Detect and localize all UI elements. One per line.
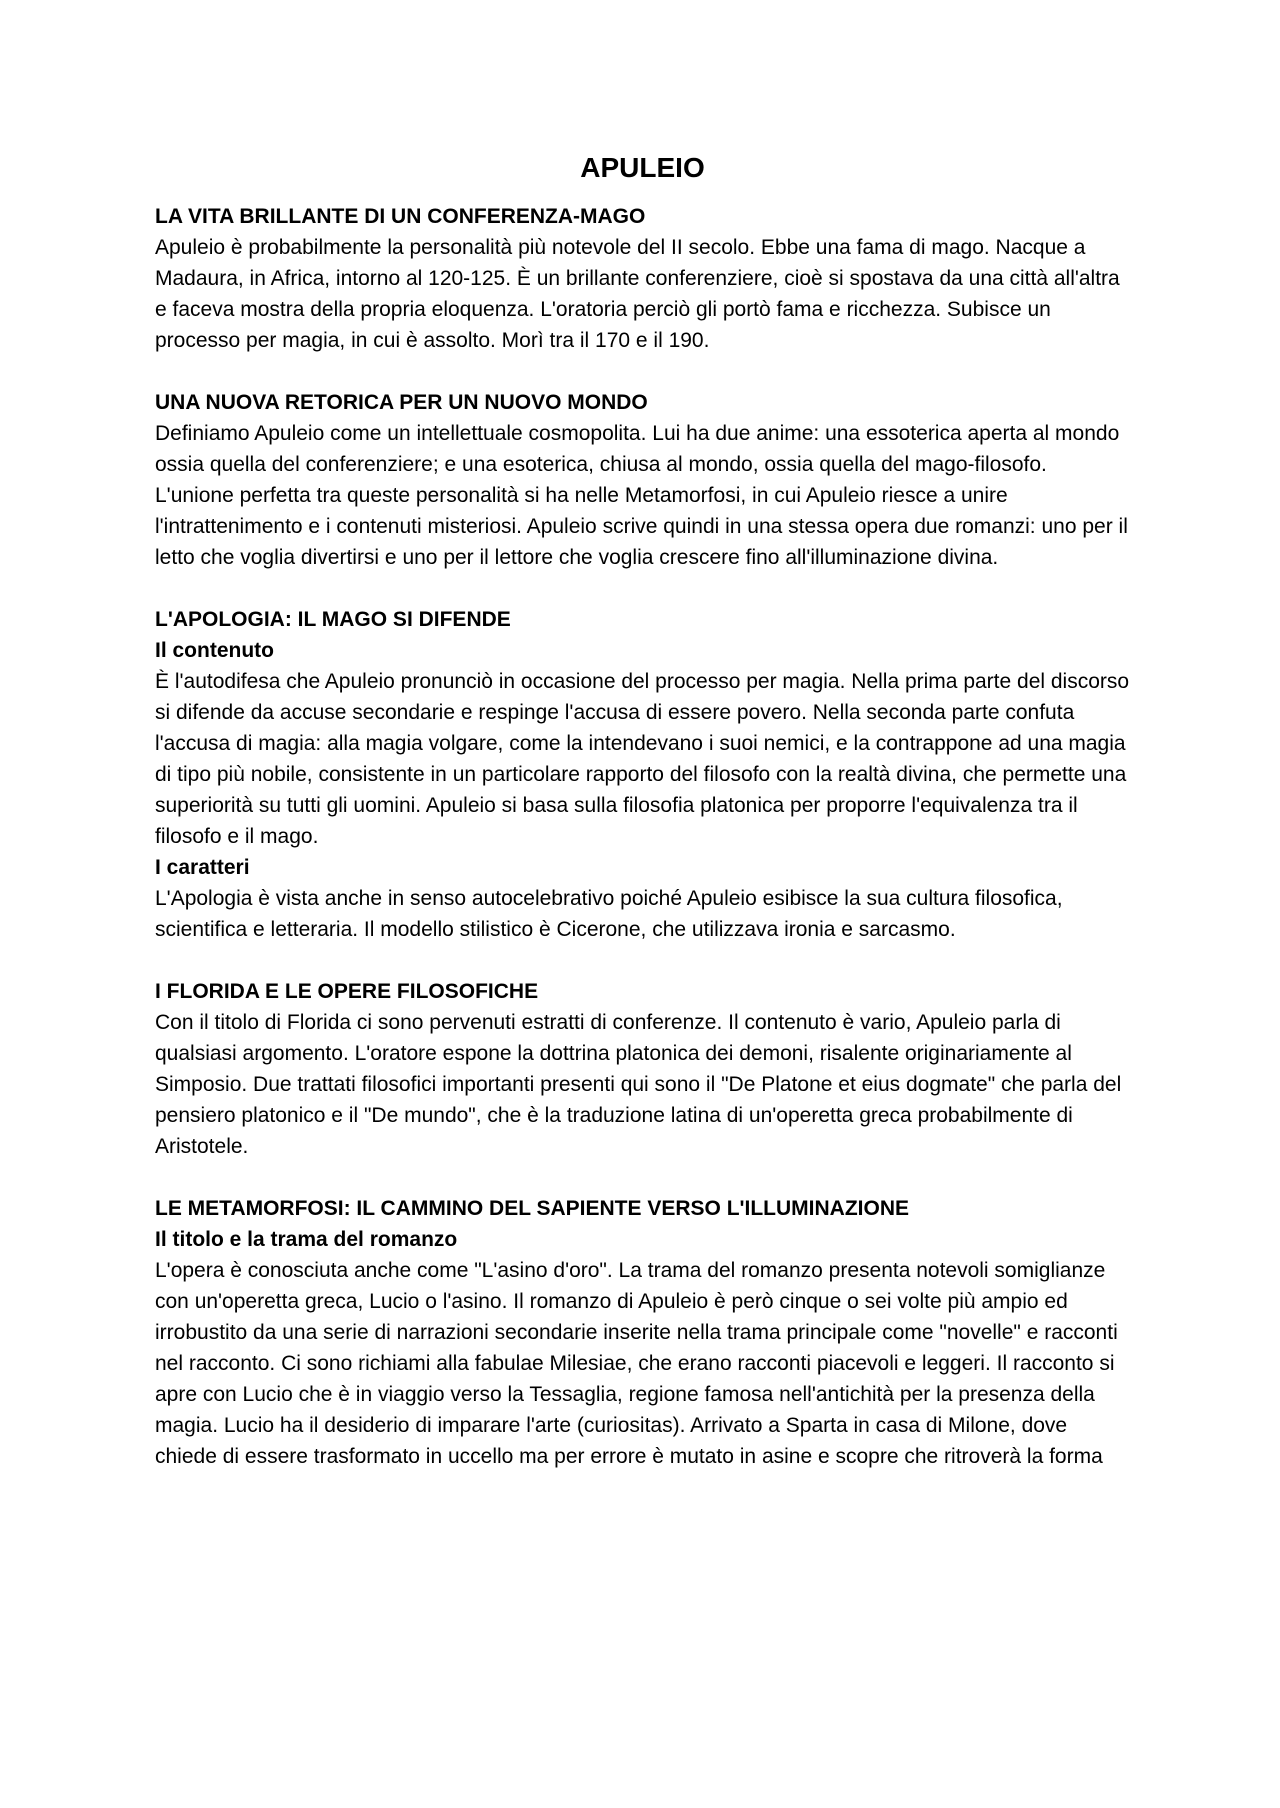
section-heading: LE METAMORFOSI: IL CAMMINO DEL SAPIENTE VERSO L'ILLUMINAZIONE	[155, 1197, 910, 1220]
section-heading: UNA NUOVA RETORICA PER UN NUOVO MONDO	[155, 391, 648, 414]
section-paragraph: Apuleio è probabilmente la personalità più notevole del II secolo. Ebbe una fama di mago. Nacque a Madaura, in Africa, intorno al 120-125. È un brillante conferenziere, cioè si spostava da una città all'altra e faceva mostra della propria eloquenza. L'oratoria perciò gli portò fama e ricchezza. Subisce un processo per magia, in cui è assolto. Morì tra il 170 e il 190.	[155, 236, 1120, 352]
sub-heading-titolo-trama: Il titolo e la trama del romanzo	[155, 1228, 458, 1251]
section-retorica	[155, 387, 1130, 573]
sub-heading-contenuto: Il contenuto	[155, 639, 274, 662]
section-apologia	[155, 604, 1130, 945]
sub-heading-caratteri: I caratteri	[155, 856, 250, 879]
section-vita	[155, 201, 1130, 356]
section-heading: I FLORIDA E LE OPERE FILOSOFICHE	[155, 980, 539, 1003]
section-paragraph: Definiamo Apuleio come un intellettuale cosmopolita. Lui ha due anime: una essoterica aperta al mondo ossia quella del conferenziere; e una esoterica, chiusa al mondo, ossia quella del mago-filosofo. L'unione perfetta tra queste personalità si ha nelle Metamorfosi, in cui Apuleio riesce a unire l'intrattenimento e i contenuti misteriosi. Apuleio scrive quindi in una stessa opera due romanzi: uno per il letto che voglia divertirsi e uno per il lettore che voglia crescere fino all'illuminazione divina.	[155, 422, 1128, 569]
section-heading: L'APOLOGIA: IL MAGO SI DIFENDE	[155, 608, 511, 631]
section-florida	[155, 976, 1130, 1162]
section-paragraph: È l'autodifesa che Apuleio pronunciò in occasione del processo per magia. Nella prima parte del discorso si difende da accuse secondarie e respinge l'accusa di essere povero. Nella seconda parte confuta l'accusa di magia: alla magia volgare, come la intendevano i suoi nemici, e la contrappone ad una magia di tipo più nobile, consistente in un particolare rapporto del filosofo con la realtà divina, che permette una superiorità su tutti gli uomini. Apuleio si basa sulla filosofia platonica per proporre l'equivalenza tra il filosofo e il mago.	[155, 670, 1130, 848]
section-heading: LA VITA BRILLANTE DI UN CONFERENZA-MAGO	[155, 205, 646, 228]
page-title: APULEIO	[580, 152, 705, 183]
document-page	[155, 150, 1130, 1503]
section-paragraph: L'opera è conosciuta anche come "L'asino d'oro". La trama del romanzo presenta notevoli somiglianze con un'operetta greca, Lucio o l'asino. Il romanzo di Apuleio è però cinque o sei volte più ampio ed irrobustito da una serie di narrazioni secondarie inserite nella trama principale come "novelle" e racconti nel racconto. Ci sono richiami alla fabulae Milesiae, che erano racconti piacevoli e leggeri. Il racconto si apre con Lucio che è in viaggio verso la Tessaglia, regione famosa nell'antichità per la presenza della magia. Lucio ha il desiderio di imparare l'arte (curiositas). Arrivato a Sparta in casa di Milone, dove chiede di essere trasformato in uccello ma per errore è mutato in asine e scopre che ritroverà la forma	[155, 1259, 1118, 1468]
section-paragraph: L'Apologia è vista anche in senso autocelebrativo poiché Apuleio esibisce la sua cultura filosofica, scientifica e letteraria. Il modello stilistico è Cicerone, che utilizzava ironia e sarcasmo.	[155, 887, 1063, 941]
section-paragraph: Con il titolo di Florida ci sono pervenuti estratti di conferenze. Il contenuto è vario, Apuleio parla di qualsiasi argomento. L'oratore espone la dottrina platonica dei demoni, risalente originariamente al Simposio. Due trattati filosofici importanti presenti qui sono il "De Platone et eius dogmate" che parla del pensiero platonico e il "De mundo", che è la traduzione latina di un'operetta greca probabilmente di Aristotele.	[155, 1011, 1122, 1158]
section-metamorfosi	[155, 1193, 1130, 1472]
